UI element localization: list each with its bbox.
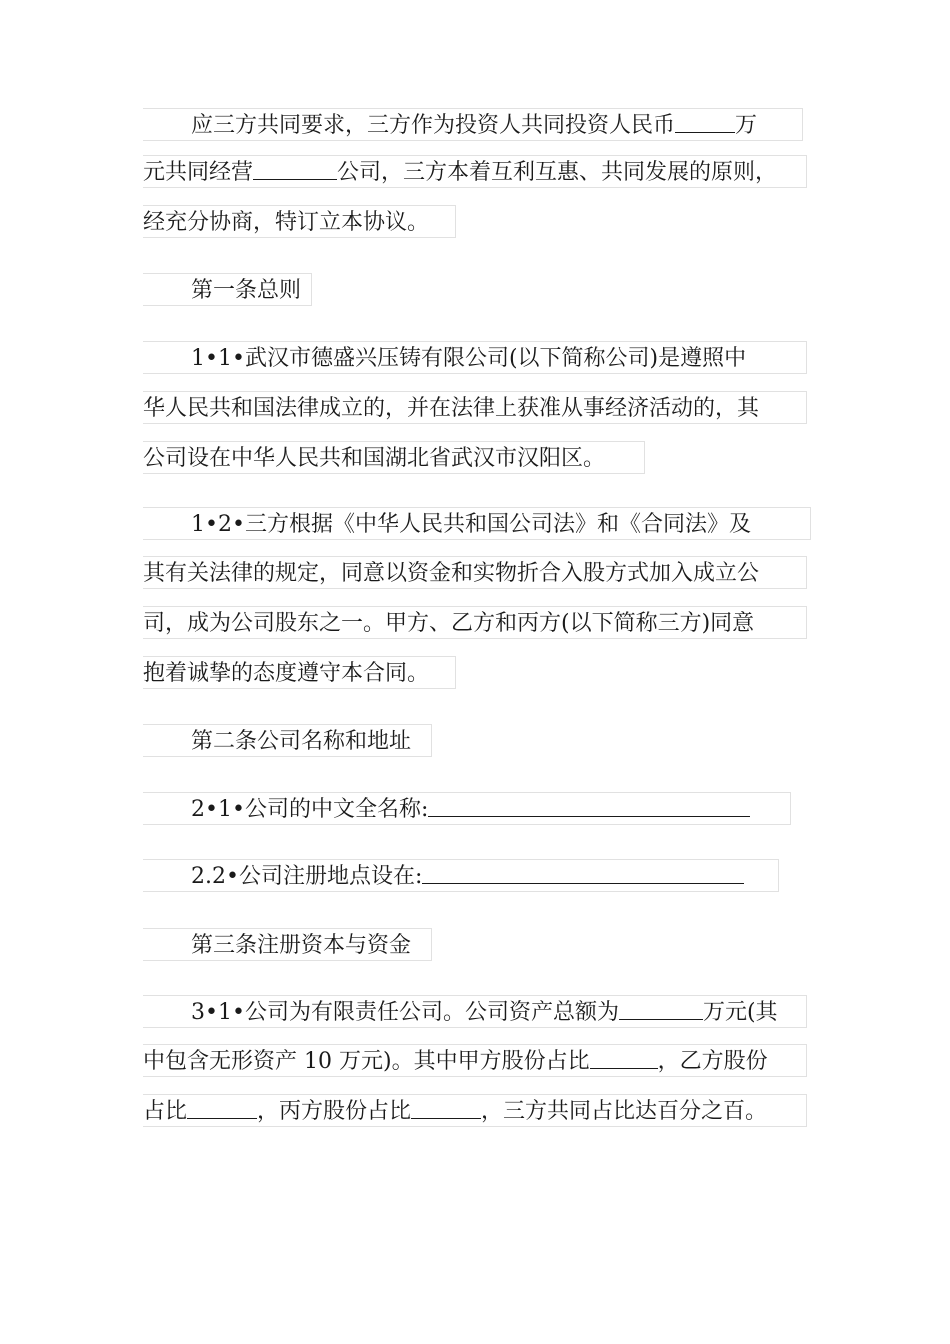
clause-text: 抱着诚挚的态度遵守本合同。	[143, 661, 430, 686]
clause-3-1-line-2	[143, 1044, 807, 1077]
intro-line-1	[143, 108, 803, 141]
clause-1-2-line-4	[143, 656, 456, 689]
clause-1-1-line-1	[143, 341, 807, 374]
clause-1-1-line-2	[143, 391, 807, 424]
intro-text: 万	[735, 113, 758, 138]
clause-1-2-line-3	[143, 606, 807, 639]
clause-2-2	[143, 859, 779, 892]
address-blank	[422, 863, 744, 884]
clause-3-1-line-1	[143, 995, 807, 1028]
intro-text: 应三方共同要求，三方作为投资人共同投资人民币	[191, 113, 676, 138]
article-title-text: 第一条总则	[191, 278, 302, 303]
clause-1-1-line-3	[143, 441, 645, 474]
clause-text: ，乙方股份	[657, 1049, 768, 1074]
clause-text: 司，成为公司股东之一。甲方、乙方和丙方(以下简称三方)同意	[143, 611, 755, 636]
article-1-title	[143, 273, 312, 306]
clause-text: 1•2•三方根据《中华人民共和国公司法》和《合同法》及	[191, 512, 751, 537]
intro-line-2	[143, 155, 807, 188]
chinese-name-blank	[428, 796, 750, 817]
article-2-title	[143, 724, 432, 757]
article-title-text: 第二条公司名称和地址	[191, 729, 412, 754]
clause-1-2-line-1	[143, 507, 811, 540]
clause-text: 3•1•公司为有限责任公司。公司资产总额为	[191, 1000, 619, 1025]
clause-2-1	[143, 792, 791, 825]
intro-line-3	[143, 205, 456, 238]
clause-text: 1•1•武汉市德盛兴压铸有限公司(以下简称公司)是遵照中	[191, 346, 747, 371]
party-a-share-blank	[590, 1048, 658, 1069]
clause-text: 2.2•公司注册地点设在:	[191, 864, 423, 889]
total-assets-blank	[619, 999, 703, 1020]
clause-text: ，三方共同占比达百分之百。	[481, 1099, 768, 1124]
party-b-share-blank	[187, 1098, 257, 1119]
article-3-title	[143, 928, 432, 961]
clause-text: 万元(其	[702, 1000, 778, 1025]
clause-text: 占比	[143, 1099, 188, 1124]
clause-3-1-line-3	[143, 1094, 807, 1127]
amount-blank	[675, 112, 735, 133]
clause-text: 中包含无形资产 10 万元)。其中甲方股份占比	[143, 1049, 590, 1074]
business-blank	[253, 159, 337, 180]
clause-text: 华人民共和国法律成立的，并在法律上获准从事经济活动的，其	[143, 396, 760, 421]
article-title-text: 第三条注册资本与资金	[191, 933, 412, 958]
clause-text: 2•1•公司的中文全名称:	[191, 797, 429, 822]
clause-text: 公司设在中华人民共和国湖北省武汉市汉阳区。	[143, 446, 606, 471]
clause-text: ，丙方股份占比	[257, 1099, 412, 1124]
clause-1-2-line-2	[143, 556, 807, 589]
intro-text: 公司，三方本着互利互惠、共同发展的原则，	[337, 160, 778, 185]
clause-text: 其有关法律的规定，同意以资金和实物折合入股方式加入成立公	[143, 561, 760, 586]
intro-text: 元共同经营	[143, 160, 254, 185]
party-c-share-blank	[411, 1098, 481, 1119]
intro-text: 经充分协商，特订立本协议。	[143, 210, 430, 235]
